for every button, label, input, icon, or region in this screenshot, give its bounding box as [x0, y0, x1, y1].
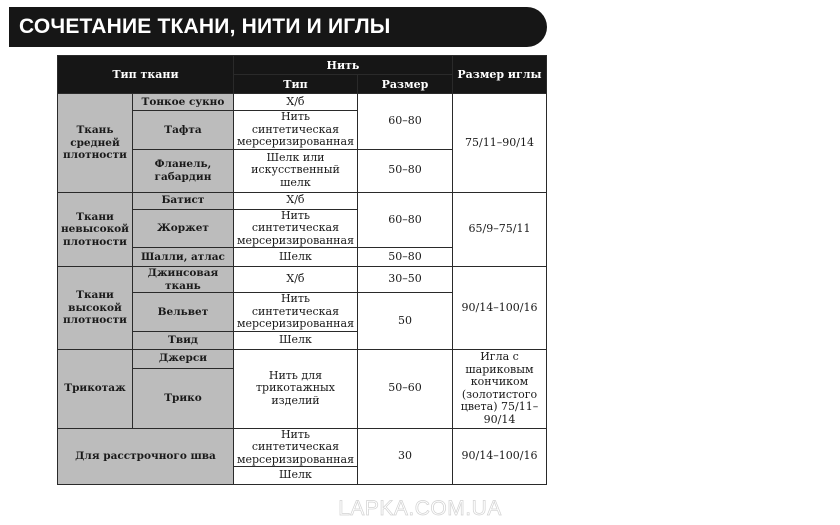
- fabric-cell: Вельвет: [132, 293, 233, 332]
- thread-type-cell: Шелк: [233, 467, 357, 485]
- page-title: СОЧЕТАНИЕ ТКАНИ, НИТИ И ИГЛЫ: [9, 7, 547, 47]
- group-light: Ткани невысокой плотности: [58, 192, 133, 267]
- group-knit: Трикотаж: [58, 349, 133, 428]
- fabric-cell: Джинсовая ткань: [132, 267, 233, 293]
- needle-size-cell: Игла с шариковым кончиком (золотистого цвета) 75/11–90/14: [453, 349, 547, 428]
- thread-type-cell: Шелк: [233, 248, 357, 267]
- header-thread-size: Размер: [358, 75, 453, 94]
- thread-type-cell: Нить синтетическая мерсеризированная: [233, 428, 357, 467]
- header-thread-type: Тип: [233, 75, 357, 94]
- thread-type-cell: Шелк или искусственный шелк: [233, 149, 357, 192]
- fabric-thread-needle-table: [57, 55, 547, 485]
- watermark: LAPKA.COM.UA: [338, 497, 502, 520]
- thread-type-cell: Х/б: [233, 192, 357, 209]
- needle-size-cell: 90/14–100/16: [453, 428, 547, 485]
- fabric-cell: Жоржет: [132, 209, 233, 248]
- needle-size-cell: 75/11–90/14: [453, 94, 547, 193]
- fabric-cell: Тафта: [132, 111, 233, 150]
- thread-size-cell: 30–50: [358, 267, 453, 293]
- thread-type-cell: Нить для трикотажных изделий: [233, 349, 357, 428]
- fabric-cell: Джерси: [132, 349, 233, 368]
- fabric-cell: Трико: [132, 368, 233, 428]
- thread-size-cell: 50–80: [358, 149, 453, 192]
- needle-size-cell: 90/14–100/16: [453, 267, 547, 350]
- thread-type-cell: Нить синтетическая мерсеризированная: [233, 209, 357, 248]
- thread-size-cell: 50–80: [358, 248, 453, 267]
- thread-size-cell: 50–60: [358, 349, 453, 428]
- thread-type-cell: Шелк: [233, 331, 357, 349]
- fabric-cell: Батист: [132, 192, 233, 209]
- header-fabric-type: Тип ткани: [58, 56, 234, 94]
- group-heavy: Ткани высокой плотности: [58, 267, 133, 350]
- header-thread: Нить: [233, 56, 452, 75]
- thread-size-cell: 60–80: [358, 192, 453, 248]
- fabric-cell: Тонкое сукно: [132, 94, 233, 111]
- fabric-cell: Твид: [132, 331, 233, 349]
- thread-type-cell: Нить синтетическая мерсеризированная: [233, 111, 357, 150]
- needle-size-cell: 65/9–75/11: [453, 192, 547, 267]
- thread-size-cell: 60–80: [358, 94, 453, 150]
- fabric-cell: Шалли, атлас: [132, 248, 233, 267]
- group-medium: Ткань средней плотности: [58, 94, 133, 193]
- group-seam: Для расстрочного шва: [58, 428, 234, 485]
- thread-type-cell: Х/б: [233, 94, 357, 111]
- header-needle-size: Размер иглы: [453, 56, 547, 94]
- thread-size-cell: 50: [358, 293, 453, 350]
- thread-type-cell: Х/б: [233, 267, 357, 293]
- thread-type-cell: Нить синтетическая мерсеризированная: [233, 293, 357, 332]
- fabric-cell: Фланель, габардин: [132, 149, 233, 192]
- thread-size-cell: 30: [358, 428, 453, 485]
